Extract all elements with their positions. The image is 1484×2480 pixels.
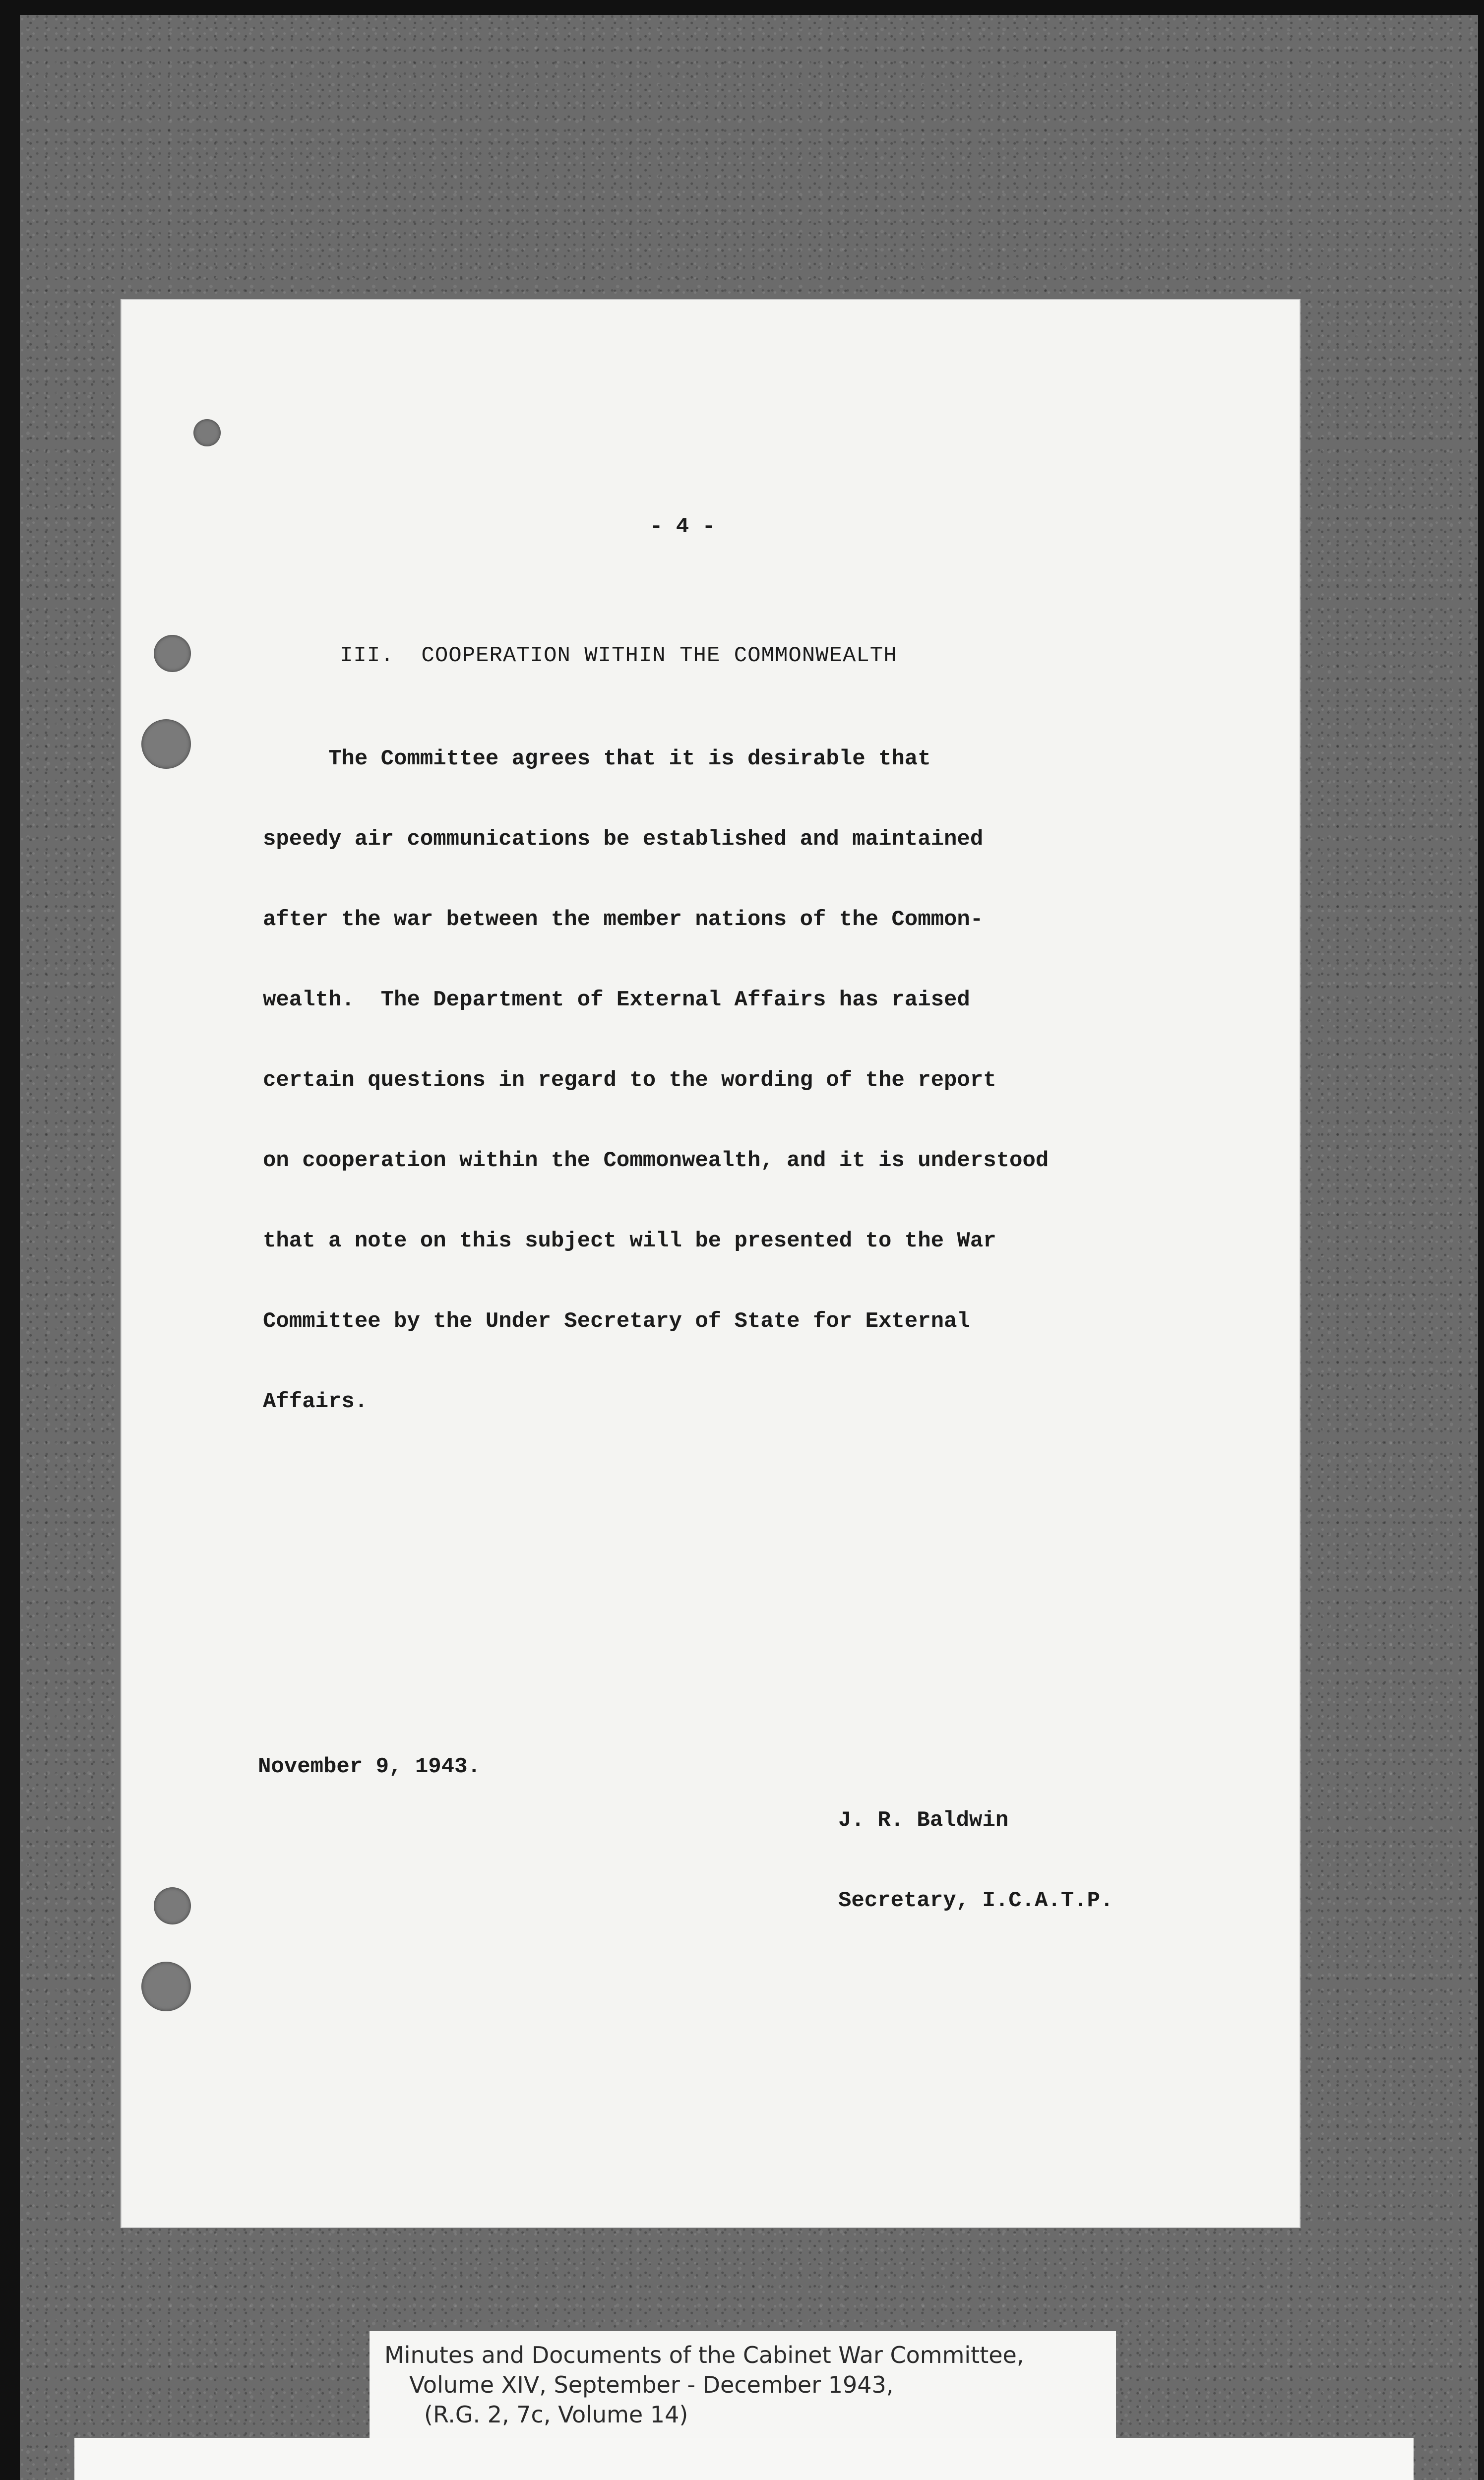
citation-line-1: Minutes and Documents of the Cabinet War Committee, [384, 2342, 1024, 2368]
document-date: November 9, 1943. [258, 1754, 481, 1779]
citation-line-3: (R.G. 2, 7c, Volume 14) [424, 2401, 688, 2428]
body-line: Affairs. [263, 1389, 368, 1414]
body-line: after the war between the member nations of the Common- [263, 907, 984, 932]
document-page [122, 300, 1299, 2227]
body-line: The Committee agrees that it is desirable that [263, 746, 931, 771]
punch-hole [154, 1887, 191, 1924]
body-paragraph [263, 692, 1049, 1469]
citation-line-2: Volume XIV, September - December 1943, [409, 2371, 894, 2398]
citation-label [370, 2331, 1116, 2453]
body-line: Committee by the Under Secretary of State for External [263, 1309, 970, 1334]
section-heading: III. COOPERATION WITHIN THE COMMONWEALTH [340, 643, 897, 668]
body-line: on cooperation within the Commonwealth, and it is understood [263, 1148, 1049, 1173]
body-line: certain questions in regard to the wording of the report [263, 1068, 996, 1093]
body-line: that a note on this subject will be presented to the War [263, 1229, 996, 1253]
signature-title: Secretary, I.C.A.T.P. [838, 1888, 1113, 1913]
punch-hole [154, 635, 191, 672]
archives-label [74, 2438, 1414, 2480]
punch-hole [141, 719, 191, 769]
signature-name: J. R. Baldwin [838, 1808, 1009, 1833]
body-line: wealth. The Department of External Affairs has raised [263, 988, 970, 1012]
body-line: speedy air communications be established and maintained [263, 827, 984, 852]
punch-hole [141, 1962, 191, 2011]
punch-hole [193, 419, 221, 446]
signature-block [838, 1753, 1113, 1968]
page-number: - 4 - [650, 514, 716, 539]
